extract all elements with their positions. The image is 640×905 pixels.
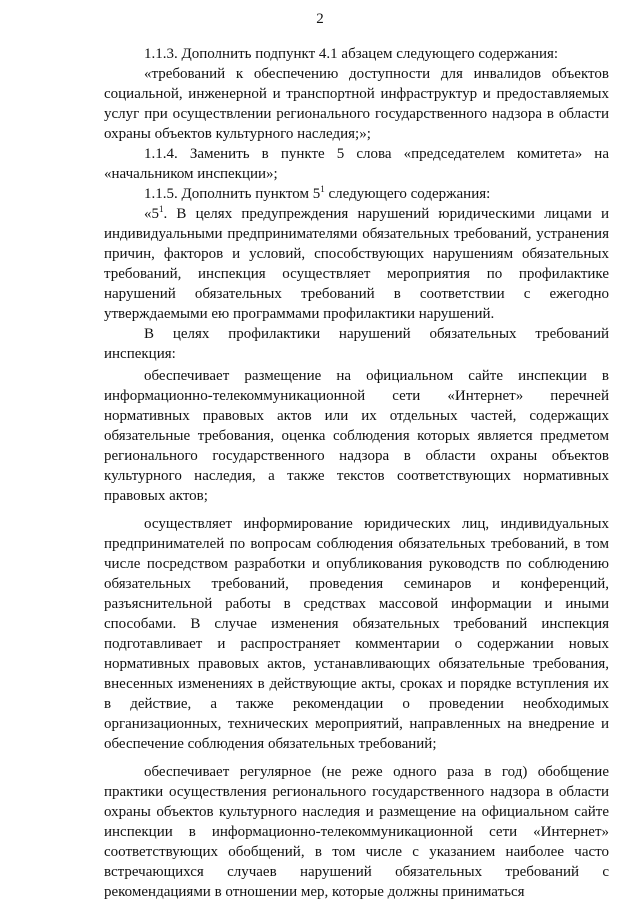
paragraph-accessibility-requirements: «требований к обеспечению доступности для инвалидов объектов социальной, инженерной и транспортной инфраструктур и предоставляемых услуг при осуществлении регионального государственного надзора в области охраны объектов культурного наследия;»; xyxy=(104,66,609,142)
superscript-index: 1 xyxy=(320,184,325,194)
paragraph-practice-generalization: обеспечивает регулярное (не реже одного раза в год) обобщение практики осуществления регионального государственного надзора в области охраны объектов культурного наследия и размещение на официальном сайте инспекции в информационно-телекоммуникационной сети «Интернет» соответствующих обобщений, в том числе с указанием наиболее часто встречающихся случаев нарушений обязательных требований с рекомендациями в отношении мер, которые должны приниматься xyxy=(104,764,609,900)
paragraph-1-1-5-tail: следующего содержания: xyxy=(324,186,491,202)
paragraph-5-1 xyxy=(104,204,609,324)
paragraph-1-1-5 xyxy=(104,184,609,204)
paragraph-1-1-3: 1.1.3. Дополнить подпункт 4.1 абзацем следующего содержания: xyxy=(144,46,559,62)
paragraph-prevention-intro: В целях профилактики нарушений обязательных требований инспекция: xyxy=(104,326,609,362)
paragraph-1-1-4: 1.1.4. Заменить в пункте 5 слова «председателем комитета» на «начальником инспекции»; xyxy=(104,146,609,182)
document-body xyxy=(104,44,609,902)
page-number: 2 xyxy=(316,11,324,27)
paragraph-5-1-text: . В целях предупреждения нарушений юридическими лицами и индивидуальными предпринимателями обязательных требований, устранения причин, факторов и условий, способствующих нарушениям обязательных требований, инспекция осуществляет мероприятия по профилактике нарушений обязательных требований в соответствии с ежегодно утверждаемыми ею программами профилактики нарушений. xyxy=(104,206,609,322)
paragraph-website-publication: обеспечивает размещение на официальном сайте инспекции в информационно-телекоммуникационной сети «Интернет» перечней нормативных правовых актов или их отдельных частей, содержащих обязательные требования, оценка соблюдения которых является предметом регионального государственного надзора в области охраны объектов культурного наследия, а также текстов соответствующих нормативных правовых актов; xyxy=(104,368,609,504)
paragraph-1-1-5-text: 1.1.5. Дополнить пунктом 5 xyxy=(144,186,321,202)
superscript-index: 1 xyxy=(159,204,164,214)
paragraph-5-1-label: «5 xyxy=(144,206,159,222)
paragraph-informing: осуществляет информирование юридических лиц, индивидуальных предпринимателей по вопросам соблюдения обязательных требований, в том числе посредством разработки и опубликования руководств по соблюдению обязательных требований, проведения семинаров и конференций, разъяснительной работы в средствах массовой информации и иными способами. В случае изменения обязательных требований инспекция подготавливает и распространяет комментарии о содержании новых нормативных правовых актов, устанавливающих обязательные требования, внесенных изменениях в действующие акты, сроках и порядке вступления их в действие, а также рекомендации о проведении необходимых организационных, технических мероприятий, направленных на внедрение и обеспечение соблюдения обязательных требований; xyxy=(104,516,609,752)
